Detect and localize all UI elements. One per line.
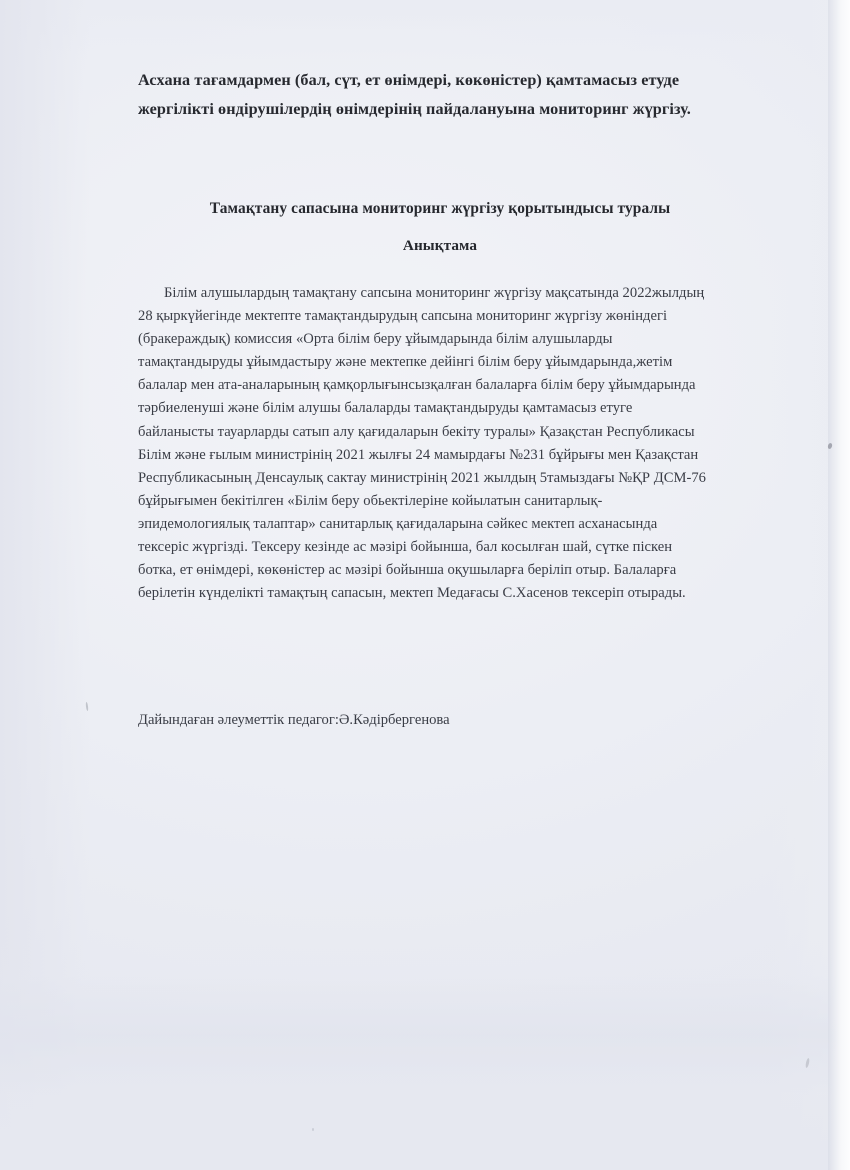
body-line: Білім алушылардың тамақтану сапсына мониторинг жүргізу мақсатында 2022жылдың xyxy=(164,285,705,301)
body-line: эпидемологиялық талаптар» санитарлық қағидаларына сәйкес мектеп асханасында xyxy=(138,515,658,532)
body-line: ботка, ет өнімдері, көкөністер ас мәзірі бойынша оқушыларға беріліп отыр. Балаларға xyxy=(138,562,677,579)
body-line: тәрбиеленуші және білім алушы балаларды тамақтандыруды қамтамасыз етуге xyxy=(138,400,633,417)
body-line: берілетін күнделікті тамақтың сапасын, мектеп Медағасы С.Хасенов тексеріп отырады. xyxy=(138,585,686,602)
body-line: бұйрығымен бекітілген «Білім беру обьектілеріне койылатын санитарлық- xyxy=(138,492,603,509)
body-line: тексеріс жүргізді. Тексеру кезінде ас мәзірі бойынша, бал косылған шай, сүтке піскен xyxy=(138,539,673,556)
signature-line: Дайындаған әлеуметтік педагог:Ә.Кәдірбергенова xyxy=(138,712,450,728)
document-heading: Асхана тағамдармен (бал, сүт, ет өнімдері, көкөністер) қамтамасыз етуде жергілікті өндірушілердің өнімдерінің пайдалануына мониторинг жүргізу. xyxy=(138,71,691,118)
body-line: 28 қыркүйегінде мектепте тамақтандырудың сапсына мониторинг жүргізу жөніндегі xyxy=(138,308,668,325)
body-line: байланысты тауарларды сатып алу қағидаларын бекіту туралы» Қазақстан Республикасы xyxy=(138,423,695,440)
body-line: Республикасының Денсаулық сактау министрінің 2021 жылдың 5тамыздағы №ҚР ДСМ-76 xyxy=(138,469,706,486)
body-line: балалар мен ата-аналарының қамқорлығынсызқалған балаларға білім беру ұйымдарында xyxy=(138,377,696,394)
body-line: (бракераждық) комиссия «Орта білім беру ұйымдарында білім алушыларды xyxy=(138,331,613,348)
document-title: Тамақтану сапасына мониторинг жүргізу қорытындысы туралы xyxy=(209,200,671,217)
body-line: тамақтандыруды ұйымдастыру және мектепке дейінгі білім беру ұйымдарында,жетім xyxy=(138,354,673,371)
body-line: Білім және ғылым министрінің 2021 жылғы 24 мамырдағы №231 бұйрығы мен Қазақстан xyxy=(138,446,699,463)
document-subtitle: Анықтама xyxy=(402,237,478,254)
document-body xyxy=(138,282,756,605)
